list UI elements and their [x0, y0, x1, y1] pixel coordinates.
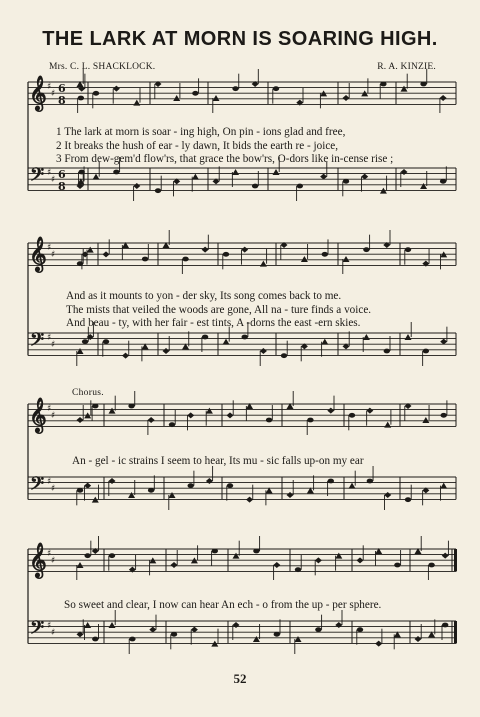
time-signature-bottom: 8	[58, 94, 66, 107]
note-head	[322, 252, 328, 257]
note-head	[128, 492, 135, 498]
note-head	[173, 95, 180, 101]
note-head	[328, 479, 334, 484]
note-head	[442, 623, 448, 628]
note-head	[274, 632, 280, 637]
time-signature-top: 6	[58, 82, 66, 95]
note-head	[441, 413, 447, 418]
note-head	[281, 353, 287, 358]
note-head	[92, 404, 98, 409]
note-head	[113, 86, 120, 92]
note-head	[227, 483, 233, 488]
note-head	[84, 622, 91, 628]
bass-clef-icon: 𝄢	[30, 329, 45, 355]
note-head	[233, 553, 240, 559]
chorus-line-2: So sweet and clear, I now can hear An ech - o from the up - per sphere.	[64, 599, 382, 611]
note-head	[273, 169, 280, 175]
note-head	[273, 562, 280, 568]
note-head	[87, 247, 94, 253]
note-head	[213, 95, 220, 101]
sharp-icon: ♯	[51, 250, 56, 260]
note-head	[363, 247, 369, 252]
note-head	[252, 184, 258, 189]
note-head	[206, 408, 213, 414]
note-head	[223, 252, 229, 257]
note-head	[401, 86, 408, 92]
note-head	[93, 174, 100, 180]
note-head	[315, 557, 322, 563]
note-head	[349, 413, 355, 418]
note-head	[82, 339, 88, 344]
note-head	[366, 408, 373, 414]
note-head	[233, 622, 240, 628]
note-head	[428, 563, 434, 568]
note-head	[122, 353, 129, 359]
sharp-icon: ♯	[51, 411, 56, 421]
lyricist-credit: Mrs. C. L. SHACKLOCK.	[49, 62, 156, 72]
note-head	[155, 188, 161, 193]
note-head	[78, 96, 84, 101]
note-head	[260, 261, 267, 267]
note-head	[148, 417, 155, 423]
note-head	[103, 339, 109, 344]
note-head	[192, 174, 199, 180]
treble-clef-icon: 𝄞	[29, 398, 47, 433]
bass-clef-icon: 𝄢	[30, 164, 45, 190]
sharp-icon: ♯	[47, 549, 52, 559]
sharp-icon: ♯	[47, 82, 52, 92]
time-signature-bottom: 8	[58, 180, 66, 193]
note-head	[148, 488, 154, 493]
note-head	[246, 497, 253, 503]
note-head	[343, 179, 349, 184]
note-head	[133, 183, 140, 189]
note-head	[422, 417, 429, 423]
note-head	[109, 553, 115, 558]
sharp-icon: ♯	[47, 477, 52, 487]
note-head	[77, 488, 83, 493]
note-head	[401, 169, 408, 175]
note-head	[384, 349, 390, 354]
note-head	[260, 348, 267, 354]
note-head	[420, 183, 427, 189]
sharp-icon: ♯	[47, 243, 52, 253]
note-head	[405, 334, 412, 340]
note-head	[129, 637, 135, 642]
note-head	[357, 557, 364, 563]
verse-1-line-1: 1 The lark at morn is soar - ing high, On pin - ions glad and free,	[56, 126, 346, 138]
note-head	[440, 179, 446, 184]
note-head	[375, 641, 382, 647]
note-head	[109, 408, 116, 414]
note-head	[357, 627, 363, 632]
note-head	[77, 348, 84, 354]
note-head	[335, 622, 342, 628]
note-head	[253, 636, 260, 642]
time-signature-top: 6	[58, 168, 66, 181]
chorus-label: Chorus.	[72, 388, 104, 398]
note-head	[307, 418, 313, 423]
sharp-icon: ♯	[51, 628, 56, 638]
chorus-line-1: An - gel - ic strains I seem to hear, Its mu - sic falls up-on my ear	[72, 455, 364, 467]
note-head	[92, 637, 98, 642]
treble-clef-icon: 𝄞	[29, 237, 47, 272]
note-head	[93, 91, 99, 96]
treble-clef-icon: 𝄞	[29, 76, 47, 111]
verse-3-line-2: And beau - ty, with her fair - est tints, A -dorns the east -ern skies.	[66, 317, 361, 329]
note-head	[171, 632, 177, 637]
sharp-icon: ♯	[51, 175, 56, 185]
note-head	[405, 247, 411, 252]
note-head	[295, 636, 302, 642]
treble-clef-icon: 𝄞	[29, 543, 47, 578]
note-head	[169, 492, 176, 498]
note-head	[349, 483, 356, 489]
verse-2-line-1: 2 It breaks the hush of ear - ly dawn, It bids the earth re - joice,	[56, 139, 339, 152]
note-head	[227, 412, 234, 418]
note-head	[380, 82, 386, 87]
verse-1-line-2: And as it mounts to yon - der sky, Its song comes back to me.	[66, 290, 342, 302]
note-head	[405, 497, 411, 502]
note-head	[273, 86, 279, 91]
note-head	[169, 422, 175, 427]
note-head	[287, 492, 294, 498]
note-head	[343, 95, 350, 101]
note-head	[423, 349, 429, 354]
sharp-icon: ♯	[51, 556, 56, 566]
sharp-icon: ♯	[47, 168, 52, 178]
song-title: THE LARK AT MORN IS SOARING HIGH.	[42, 28, 438, 50]
note-head	[77, 417, 84, 423]
note-head	[212, 549, 218, 554]
note-head	[188, 483, 194, 488]
note-head	[202, 247, 209, 253]
note-head	[133, 100, 140, 106]
note-head	[87, 334, 94, 340]
note-head	[187, 412, 194, 418]
note-head	[109, 622, 116, 628]
note-head	[343, 256, 350, 262]
note-head	[321, 339, 328, 345]
note-head	[442, 553, 449, 559]
note-head	[440, 95, 447, 101]
note-head	[171, 562, 178, 568]
note-head	[109, 478, 116, 484]
sharp-icon: ♯	[51, 340, 56, 350]
bass-clef-icon: 𝄢	[30, 617, 45, 643]
note-head	[182, 257, 188, 262]
sharp-icon: ♯	[51, 89, 56, 99]
note-head	[415, 636, 422, 642]
composer-credit: R. A. KINZIE.	[377, 62, 436, 72]
note-head	[440, 483, 447, 489]
bass-clef-icon: 𝄢	[30, 473, 45, 499]
note-head	[192, 91, 198, 96]
verse-3-line-1: 3 From dew-gem'd flow'rs, that grace the bow'rs, O-dors like in-cense rise ;	[56, 153, 394, 165]
sharp-icon: ♯	[47, 333, 52, 343]
note-head	[232, 169, 239, 175]
note-head	[384, 422, 391, 428]
note-head	[327, 408, 334, 414]
note-head	[315, 627, 321, 632]
note-head	[384, 492, 391, 498]
sharp-icon: ♯	[47, 404, 52, 414]
note-head	[77, 562, 84, 568]
note-head	[367, 479, 373, 484]
note-head	[301, 256, 308, 262]
page-number: 52	[233, 671, 247, 686]
note-head	[103, 251, 110, 257]
final-bar-line	[454, 621, 457, 643]
note-head	[232, 86, 238, 91]
note-head	[113, 170, 119, 175]
note-head	[84, 553, 90, 558]
note-head	[128, 404, 134, 409]
sharp-icon: ♯	[51, 484, 56, 494]
note-head	[335, 553, 342, 559]
note-head	[142, 257, 148, 262]
note-head	[363, 334, 370, 340]
note-head	[241, 247, 248, 253]
note-head	[242, 335, 248, 340]
verse-2-line-2: The mists that veiled the woods are gone, All na - ture finds a voice.	[66, 303, 372, 316]
note-head	[297, 184, 303, 189]
note-head	[394, 563, 400, 568]
note-head	[295, 567, 301, 572]
note-head	[163, 348, 170, 354]
note-head	[253, 549, 259, 554]
final-bar-line	[454, 549, 457, 571]
note-head	[266, 418, 272, 423]
sharp-icon: ♯	[47, 621, 52, 631]
note-head	[79, 170, 85, 175]
note-head	[223, 339, 230, 345]
note-head	[206, 478, 213, 484]
note-head	[420, 82, 426, 87]
note-head	[202, 335, 208, 340]
